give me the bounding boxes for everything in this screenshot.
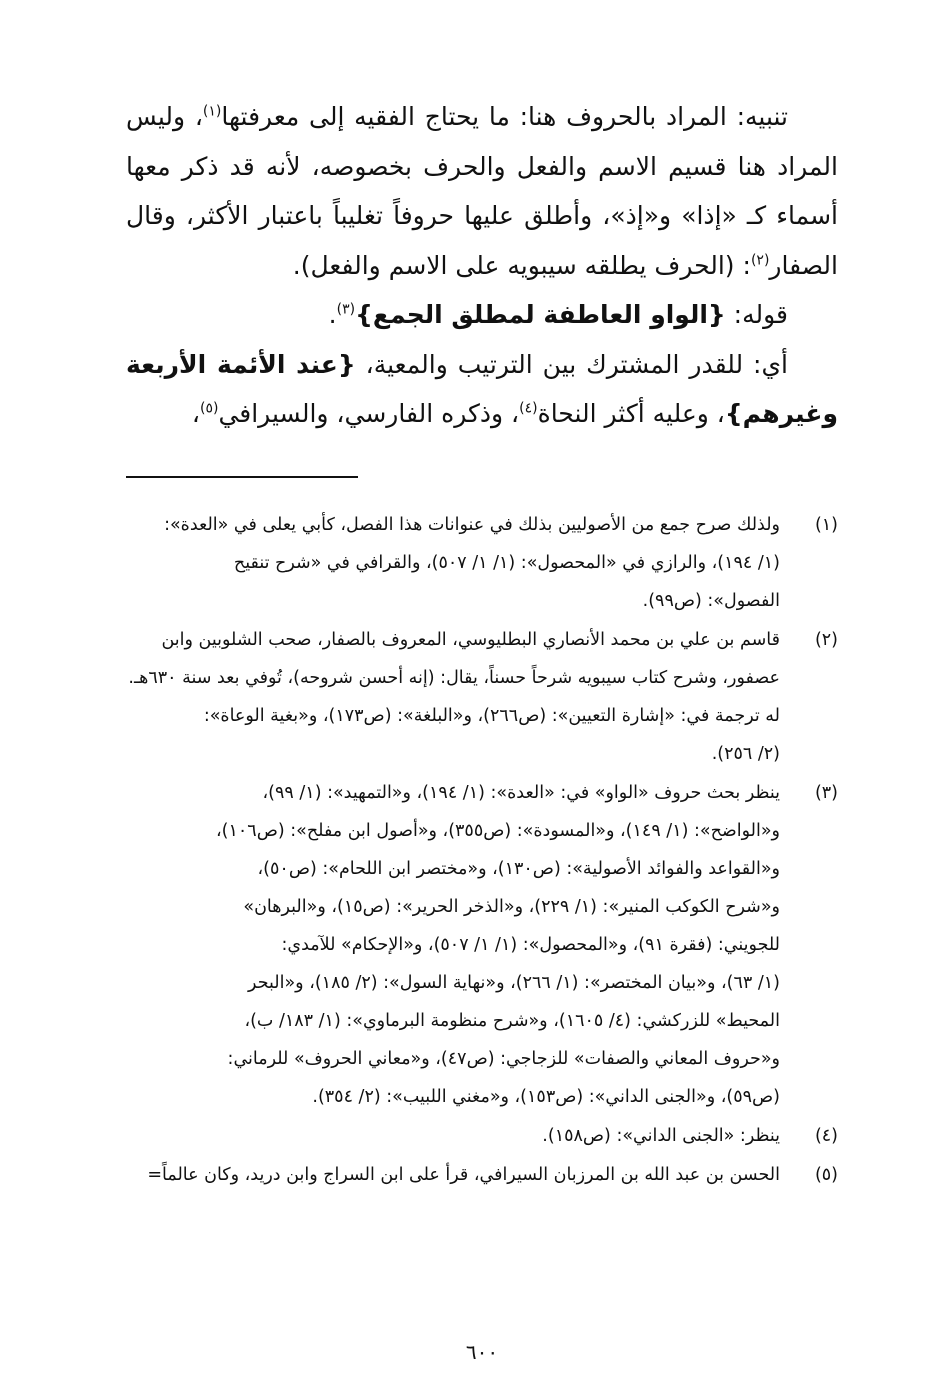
footnote-ref-4: (٤) [519, 400, 538, 417]
footnote-3 [126, 774, 838, 1116]
footnote-ref-3: (٣) [336, 301, 356, 318]
footnote-5 [126, 1156, 838, 1194]
para1-text-cont: ، وليس المراد هنا قسيم الاسم والفعل والحرف بخصوصه، لأنه قد ذكر معها أسماء كـ «إذا» و«إذ»، وأطلق عليها حروفاً تغليباً باعتبار الأكثر، وقال الصفار [126, 102, 838, 280]
para3-lead: أي: للقدر المشترك بين الترتيب والمعية، [355, 349, 788, 379]
footnote-text [126, 506, 780, 620]
footnote-text [126, 1117, 780, 1155]
footnote-line: و«شرح الكوكب المنير»: (١/ ٢٢٩)، و«الذخر الحرير»: (ص١٥)، و«البرهان» [243, 896, 780, 917]
paragraph-explanation [126, 340, 838, 439]
footnote-line: الحسن بن عبد الله بن المرزبان السيرافي، قرأ على ابن السراج وابن دريد، وكان عالماً= [147, 1164, 780, 1185]
footnote-1 [126, 506, 838, 620]
para3-bold-matn: {عند الأئمة الأربعة وغيرهم} [126, 349, 838, 428]
footnote-line: عصفور، وشرح كتاب سيبويه شرحاً حسناً، يقال: (إنه أحسن شروحه)، تُوفي بعد سنة ٦٣٠هـ. [128, 667, 780, 688]
footnote-number: (٢) [814, 629, 838, 650]
paragraph-quote [126, 290, 838, 340]
footnote-line: قاسم بن علي بن محمد الأنصاري البطليوسي، المعروف بالصفار، صحب الشلوبين وابن [161, 629, 780, 650]
footnote-line: (١/ ١٩٤)، والرازي في «المحصول»: (١/ ١/ ٥٠٧)، والقرافي في «شرح تنقيح [233, 552, 780, 573]
footnote-line: (١/ ٦٣)، و«بيان المختصر»: (١/ ٢٦٦)، و«نهاية السول»: (٢/ ١٨٥)، و«البحر [248, 972, 780, 993]
footnote-line: ينظر: «الجنى الداني»: (ص١٥٨). [542, 1125, 780, 1146]
para3-mid: ، وعليه أكثر النحاة [537, 399, 725, 428]
para2-bold-matn: {الواو العاطفة لمطلق الجمع} [355, 300, 726, 329]
para1-text-end: : (الحرف يطلقه سيبويه على الاسم والفعل). [292, 250, 751, 280]
footnote-number: (١) [814, 514, 838, 535]
footnote-number: (٣) [814, 782, 838, 803]
book-page [126, 92, 838, 1364]
footnote-ref-5: (٥) [199, 400, 219, 417]
paragraph-note [126, 92, 838, 290]
para2-lead: قوله: [725, 300, 788, 329]
footnote-line: ينظر بحث حروف «الواو» في: «العدة»: (١/ ١٩٤)، و«التمهيد»: (١/ ٩٩)، [262, 782, 780, 803]
footnote-number: (٤) [814, 1125, 838, 1146]
page-number: ٦٠٠ [465, 1340, 499, 1364]
footnote-ref-2: (٢) [750, 252, 770, 269]
footnote-2 [126, 621, 838, 773]
footnote-4 [126, 1117, 838, 1155]
footnote-text [126, 774, 780, 1116]
footnote-line: و«حروف المعاني والصفات» للزجاجي: (ص٤٧)، و«معاني الحروف» للرماني: [227, 1048, 780, 1069]
footnote-ref-1: (١) [202, 103, 222, 120]
footnote-line: الفصول»: (ص٩٩). [642, 590, 780, 611]
main-text-block [126, 92, 838, 439]
footnote-line: له ترجمة في: «إشارة التعيين»: (ص٢٦٦)، و«البلغة»: (ص١٧٣)، و«بغية الوعاة»: [203, 705, 780, 726]
footnote-line: المحيط» للزركشي: (٤/ ١٦٠٥)، و«شرح منظومة البرماوي»: (١/ ١٨٣/ ب)، [244, 1010, 780, 1031]
footnote-line: و«القواعد والفوائد الأصولية»: (ص١٣٠)، و«مختصر ابن اللحام»: (ص٥٠)، [257, 858, 780, 879]
footnote-text [126, 621, 780, 773]
footnote-line: و«الواضح»: (١/ ١٤٩)، و«المسودة»: (ص٣٥٥)، و«أصول ابن مفلح»: (ص١٠٦)، [216, 820, 780, 841]
footnote-line: (ص٥٩)، و«الجنى الداني»: (ص١٥٣)، و«مغني اللبيب»: (٢/ ٣٥٤). [312, 1086, 780, 1107]
para2-end: . [328, 300, 337, 329]
footnote-line: (٢/ ٢٥٦). [711, 743, 780, 764]
footnote-text [126, 1156, 780, 1194]
footnote-line: ولذلك صرح جمع من الأصوليين بذلك في عنوانات هذا الفصل، كأبي يعلى في «العدة»: [164, 514, 780, 535]
para1-text: تنبيه: المراد بالحروف هنا: ما يحتاج الفقيه إلى معرفتها [221, 102, 788, 131]
footnote-divider [126, 476, 358, 478]
para3-mid2: ، وذكره الفارسي، والسيرافي [218, 399, 520, 428]
footnote-number: (٥) [814, 1164, 838, 1185]
footnotes-block [126, 506, 838, 1194]
footnote-line: للجويني: (فقرة ٩١)، و«المحصول»: (١/ ١/ ٥٠٧)، و«الإحكام» للآمدي: [281, 934, 780, 955]
para3-end: ، [191, 399, 200, 428]
